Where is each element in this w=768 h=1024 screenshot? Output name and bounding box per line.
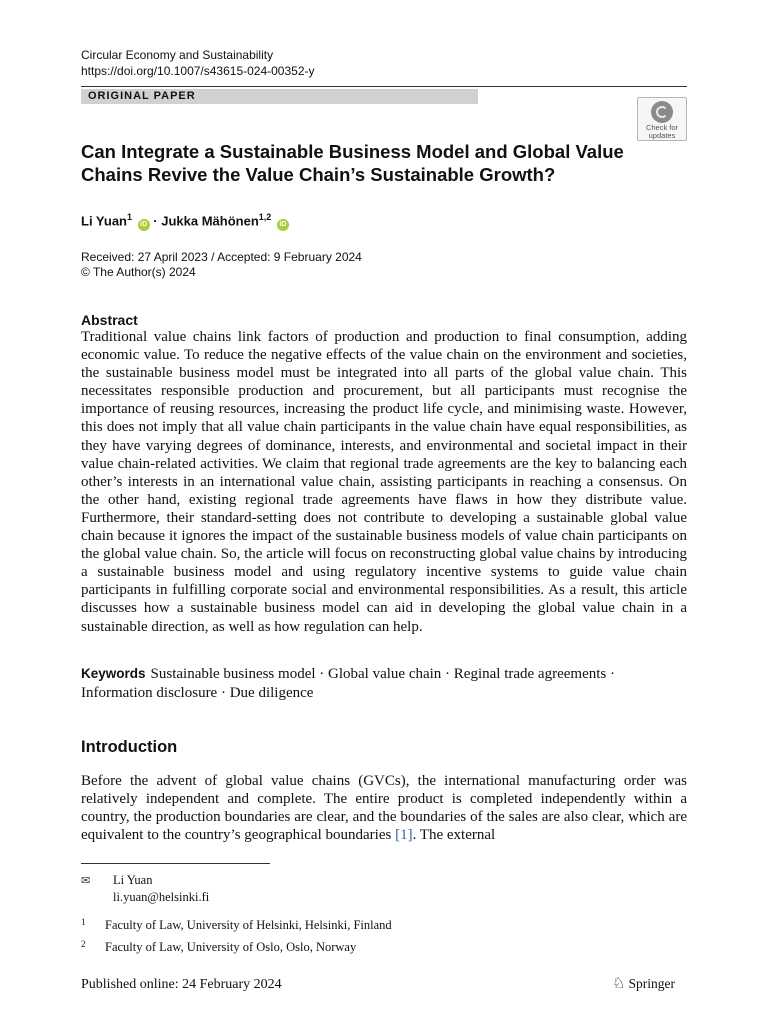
abstract-heading: Abstract — [81, 312, 138, 328]
paper-type-banner: ORIGINAL PAPER — [81, 89, 478, 104]
journal-name: Circular Economy and Sustainability — [81, 48, 274, 62]
published-online-date: Published online: 24 February 2024 — [81, 977, 282, 992]
orcid-icon[interactable]: iD — [277, 219, 289, 231]
received-accepted-dates: Received: 27 April 2023 / Accepted: 9 February 2024 — [81, 250, 362, 264]
author-affiliation-ref: 1 — [127, 212, 133, 222]
keywords — [81, 664, 687, 703]
journal-info — [81, 47, 315, 79]
introduction-text — [81, 772, 687, 844]
introduction-body-end: . The external — [412, 827, 496, 844]
affiliation-1 — [81, 914, 392, 933]
keywords-list: Sustainable business model · Global value chain · Reginal trade agreements · Information disclosure · Due diligence — [81, 666, 615, 701]
keywords-label: Keywords — [81, 666, 146, 681]
author-affiliation-ref: 1,2 — [258, 212, 272, 222]
check-updates-line1: Check for — [645, 123, 679, 132]
abstract-text: Traditional value chains link factors of production and production to final consumption, adding economic value. To reduce the negative effects of the value chain on the environment and societies, the sustainable business model must be integrated into all parts of the global value chain. This necessitates responsible production and procurement, but all participants must recognise the importance of reusing resources, increasing the product life cycle, and minimising waste. However, this does not imply that all value chain participants in the value chain have equal responsibilities, as they have varying degrees of dominance, interests, and environmental and societal impact in their value chain-related activities. We claim that regional trade agreements are the key to balancing each other’s interests in an international value chain, assisting participants in reaching a consensus. On the other hand, existing regional trade agreements have flaws in how they distribute value. Furthermore, their standard-setting does not contribute to developing a sustainable global value chain because it ignores the impact of the sustainable business models of value chain participants on the global value chain. So, the article will focus on reconstructing global value chains by introducing a sustainable business model and using regulatory incentive systems to guide value chain participants in fulfilling corporate social and environmental responsibilities. As a result, this article discusses how a sustainable business model can aid in developing the global value chain in a sustainable direction, as well as how regulation can help. — [81, 329, 687, 635]
introduction-body: Before the advent of global value chains (GVCs), the international manufacturing order was relatively independent and complete. The entire product is completed independently within a country, the production boundaries are clear, and the boundaries of the sales are also clear, which are equivalent to the country’s geographical boundaries — [81, 773, 687, 844]
author-name[interactable]: Li Yuan — [81, 213, 127, 229]
affiliation-text: Faculty of Law, University of Helsinki, Helsinki, Finland — [105, 918, 392, 932]
copyright-notice: © The Author(s) 2024 — [81, 265, 196, 279]
publisher-logo — [612, 975, 675, 993]
introduction-heading: Introduction — [81, 738, 178, 756]
affiliation-number: 1 — [81, 917, 86, 927]
author-list — [81, 208, 289, 231]
affiliation-text: Faculty of Law, University of Oslo, Oslo, Norway — [105, 940, 357, 954]
envelope-icon: ✉ — [81, 875, 91, 887]
check-updates-icon — [651, 101, 673, 123]
corresponding-author — [81, 872, 209, 905]
orcid-icon[interactable]: iD — [138, 219, 150, 231]
header-rule — [81, 86, 687, 87]
springer-horse-icon: ♘ — [612, 976, 626, 992]
author-separator: · — [153, 213, 158, 229]
citation-link[interactable]: [1] — [395, 827, 413, 844]
corresponding-name: Li Yuan — [113, 873, 153, 887]
paper-title: Can Integrate a Sustainable Business Model and Global Value Chains Revive the Value Chain’s Sustainable Growth? — [81, 141, 624, 185]
affiliation-number: 2 — [81, 939, 86, 949]
corresponding-email[interactable]: li.yuan@helsinki.fi — [113, 890, 210, 904]
check-updates-line2: updates — [648, 131, 676, 140]
author-name[interactable]: Jukka Mähönen — [161, 213, 259, 229]
publisher-name: Springer — [628, 976, 675, 991]
affiliation-2 — [81, 936, 356, 955]
footnote-rule — [81, 863, 270, 864]
check-for-updates-button[interactable] — [637, 97, 687, 141]
doi-link[interactable]: https://doi.org/10.1007/s43615-024-00352-y — [81, 64, 315, 78]
